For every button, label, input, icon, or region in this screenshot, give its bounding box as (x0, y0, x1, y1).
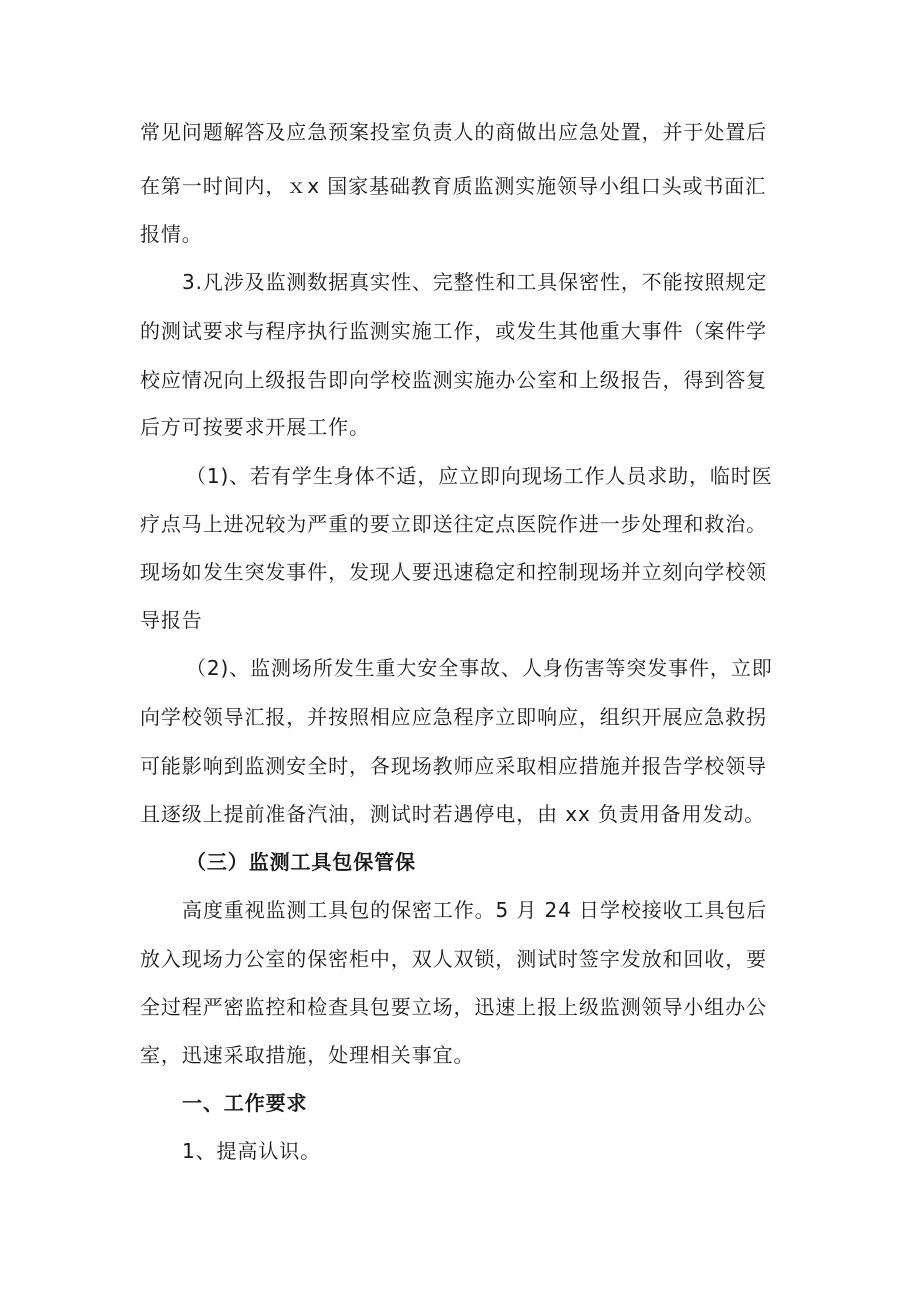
paragraph-line: 常见问题解答及应急预案投室负责人的商做出应急处置，并于处置后 (140, 120, 767, 144)
paragraph-line: 导报告 (140, 608, 203, 632)
list-item: 1、提高认识。 (182, 1139, 322, 1163)
paragraph-line: 校应情况向上级报告即向学校监测实施办公室和上级报告，得到答复 (140, 368, 767, 392)
paragraph-line: 室，迅速采取措施，处理相关事宜。 (140, 1043, 475, 1067)
section-heading: （三）监测工具包保管保 (186, 850, 416, 874)
paragraph-line: 报情。 (140, 222, 203, 246)
paragraph-line: 3.凡涉及监测数据真实性、完整性和工具保密性，不能按照规定 (182, 270, 768, 294)
paragraph-line: 的测试要求与程序执行监测实施工作，或发生其他重大事件（案件学 (140, 319, 767, 343)
paragraph-line: 可能影响到监测安全时，各现场教师应采取相应措施并报告学校领导 (140, 754, 767, 778)
paragraph-line: 全过程严密监控和检查具包要立场，迅速上报上级监测领导小组办公 (140, 995, 767, 1019)
paragraph-line: （1)、若有学生身体不适，应立即向现场工作人员求助，临时医 (186, 464, 773, 488)
paragraph-line: 且逐级上提前准备汽油，测试时若遇停电，由 xx 负责用备用发动。 (140, 802, 766, 826)
paragraph-line: 现场如发生突发事件，发现人要迅速稳定和控制现场并立刻向学校领 (140, 560, 767, 584)
section-heading: 一、工作要求 (182, 1091, 308, 1115)
paragraph-line: 后方可按要求开展工作。 (140, 415, 370, 439)
paragraph-line: （2)、监测场所发生重大安全事故、人身伤害等突发事件，立即 (186, 656, 773, 680)
paragraph-line: 疗点马上进况较为严重的要立即送往定点医院作进一步处理和救治。 (140, 512, 767, 536)
paragraph-line: 向学校领导汇报，并按照相应应急程序立即响应，组织开展应急救拐 (140, 705, 767, 729)
paragraph-line: 放入现场力公室的保密柜中，双人双锁，测试时签字发放和回收，要 (140, 947, 767, 971)
paragraph-line: 高度重视监测工具包的保密工作。5 月 24 日学校接收工具包后 (182, 898, 768, 922)
paragraph-line: 在第一时间内，ｘx 国家基础教育质监测实施领导小组口头或书面汇 (140, 174, 767, 198)
